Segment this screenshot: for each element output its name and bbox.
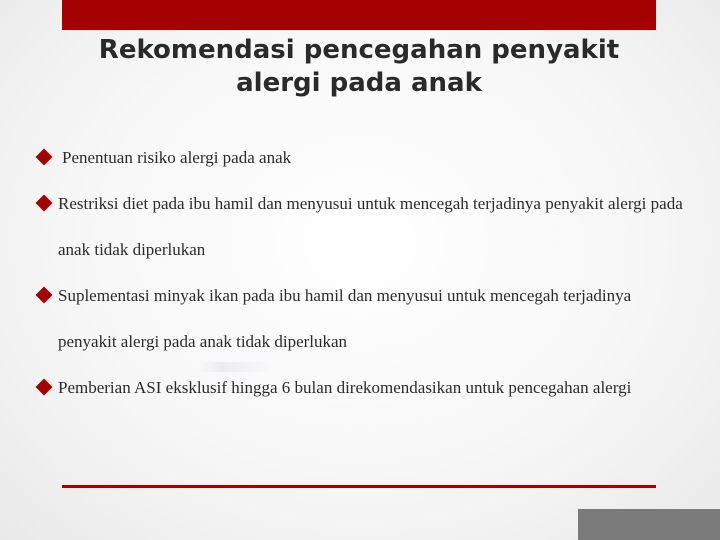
slide-title-line-1: Rekomendasi pencegahan penyakit: [98, 35, 620, 65]
top-accent-bar: [62, 0, 656, 30]
slide-title: [62, 34, 656, 100]
slide-title-line-2: alergi pada anak: [236, 68, 482, 98]
bullet-text: Penentuan risiko alergi pada anak: [62, 148, 292, 167]
bullet-diamond-icon: [38, 181, 54, 227]
diamond-icon: [36, 149, 53, 166]
corner-decoration: [578, 509, 720, 540]
bullet-text: Suplementasi minyak ikan pada ibu hamil dan menyusui untuk mencegah terjadinya penyakit alergi pada anak tidak diperlukan: [58, 286, 632, 351]
diamond-icon: [36, 195, 53, 212]
bullet-item-exclusive-breastfeeding: [36, 365, 686, 411]
bullet-text: Pemberian ASI eksklusif hingga 6 bulan direkomendasikan untuk pencegahan alergi: [58, 378, 632, 397]
bullet-text: Restriksi diet pada ibu hamil dan menyusui untuk mencegah terjadinya penyakit alergi pada anak tidak diperlukan: [58, 194, 683, 259]
diamond-icon: [36, 287, 53, 304]
bullet-item-fish-oil: [36, 273, 686, 365]
bullet-item-risk-assessment: [36, 135, 686, 181]
bullet-diamond-icon: [38, 273, 54, 319]
bullet-item-diet-restriction: [36, 181, 686, 273]
bottom-accent-line: [62, 485, 656, 488]
diamond-icon: [36, 379, 53, 396]
bullet-diamond-icon: [38, 135, 54, 181]
bullet-diamond-icon: [38, 365, 54, 411]
bullet-list: [36, 135, 686, 411]
decorative-smudge: [200, 362, 272, 372]
